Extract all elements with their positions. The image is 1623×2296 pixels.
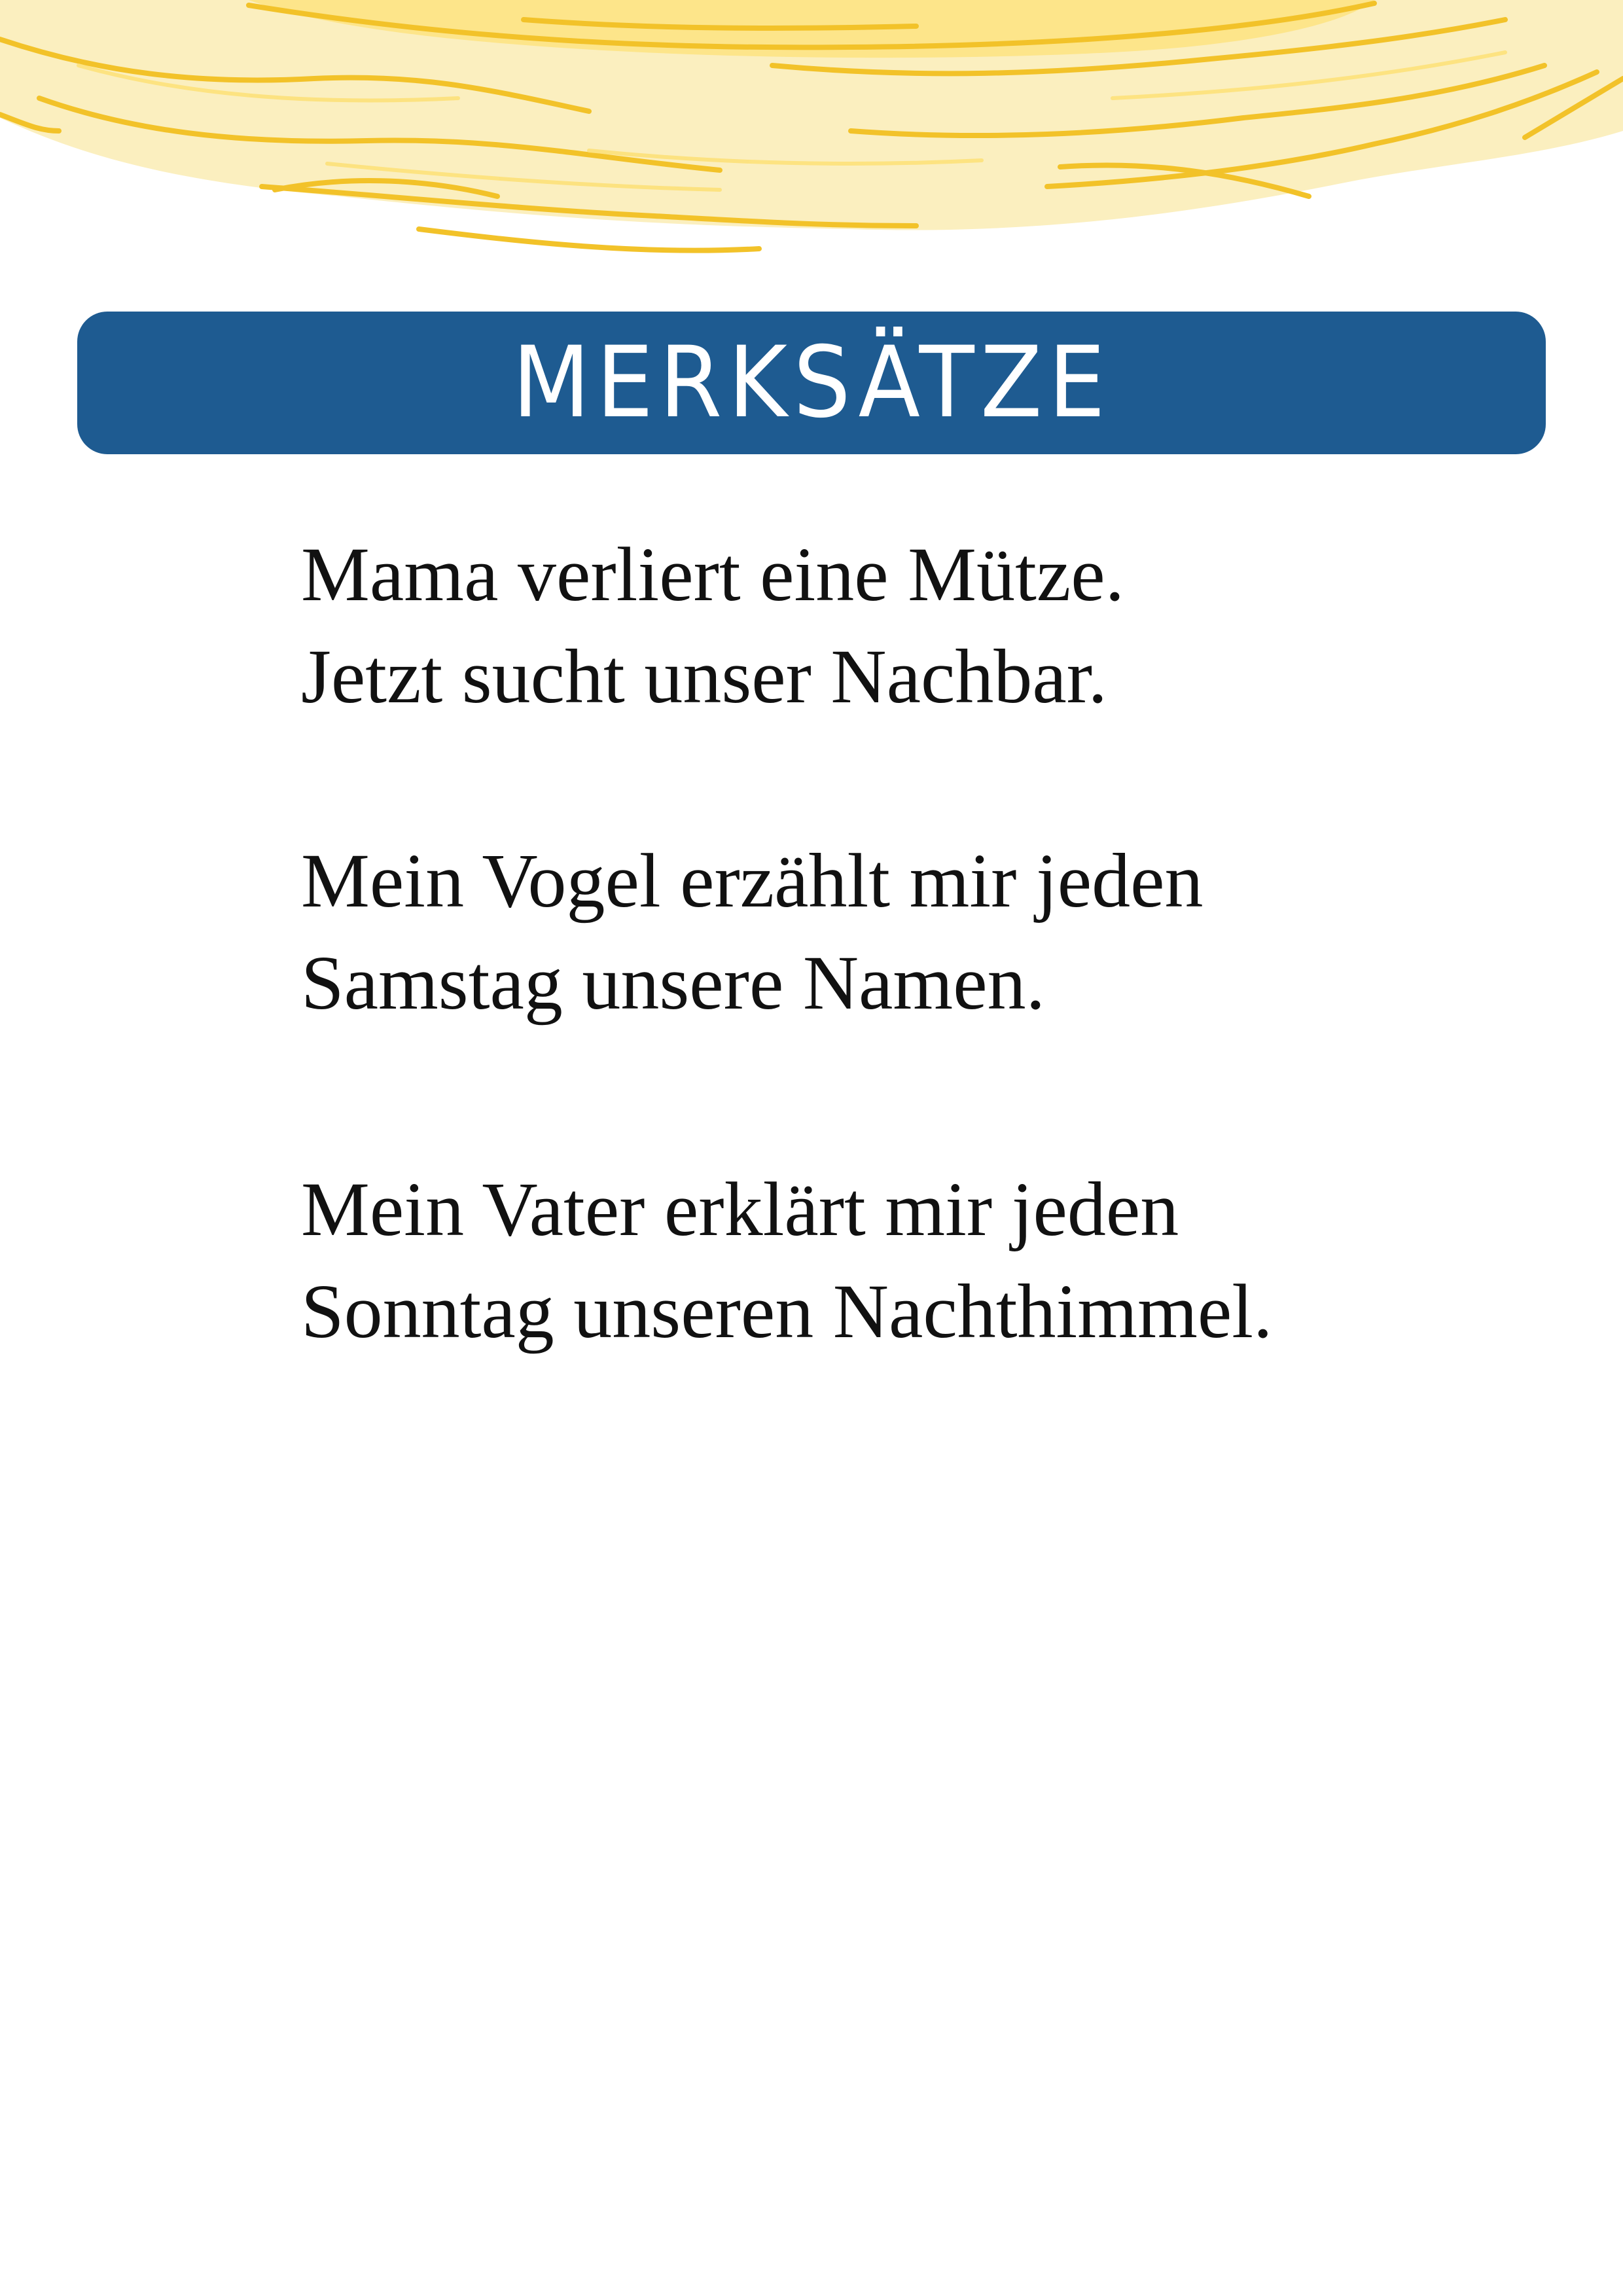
sentence-line: Sonntag unseren Nachthimmel. — [301, 1268, 1273, 1354]
title-bar — [77, 312, 1546, 454]
sentence-line: Mein Vater erklärt mir jeden — [301, 1166, 1179, 1252]
sentence-group — [301, 524, 1544, 728]
sentence-group — [301, 830, 1544, 1034]
sentence-line: Mama verliert eine Mütze. — [301, 531, 1125, 617]
sentence-line: Samstag unsere Namen. — [301, 940, 1046, 1026]
sentence-line: Jetzt sucht unser Nachbar. — [301, 634, 1108, 719]
nest-illustration — [0, 0, 1623, 281]
sentence-list — [301, 524, 1544, 1363]
sentence-line: Mein Vogel erzählt mir jeden — [301, 838, 1204, 924]
sentence-group — [301, 1158, 1544, 1363]
page-title: MERKSÄTZE — [512, 326, 1111, 440]
